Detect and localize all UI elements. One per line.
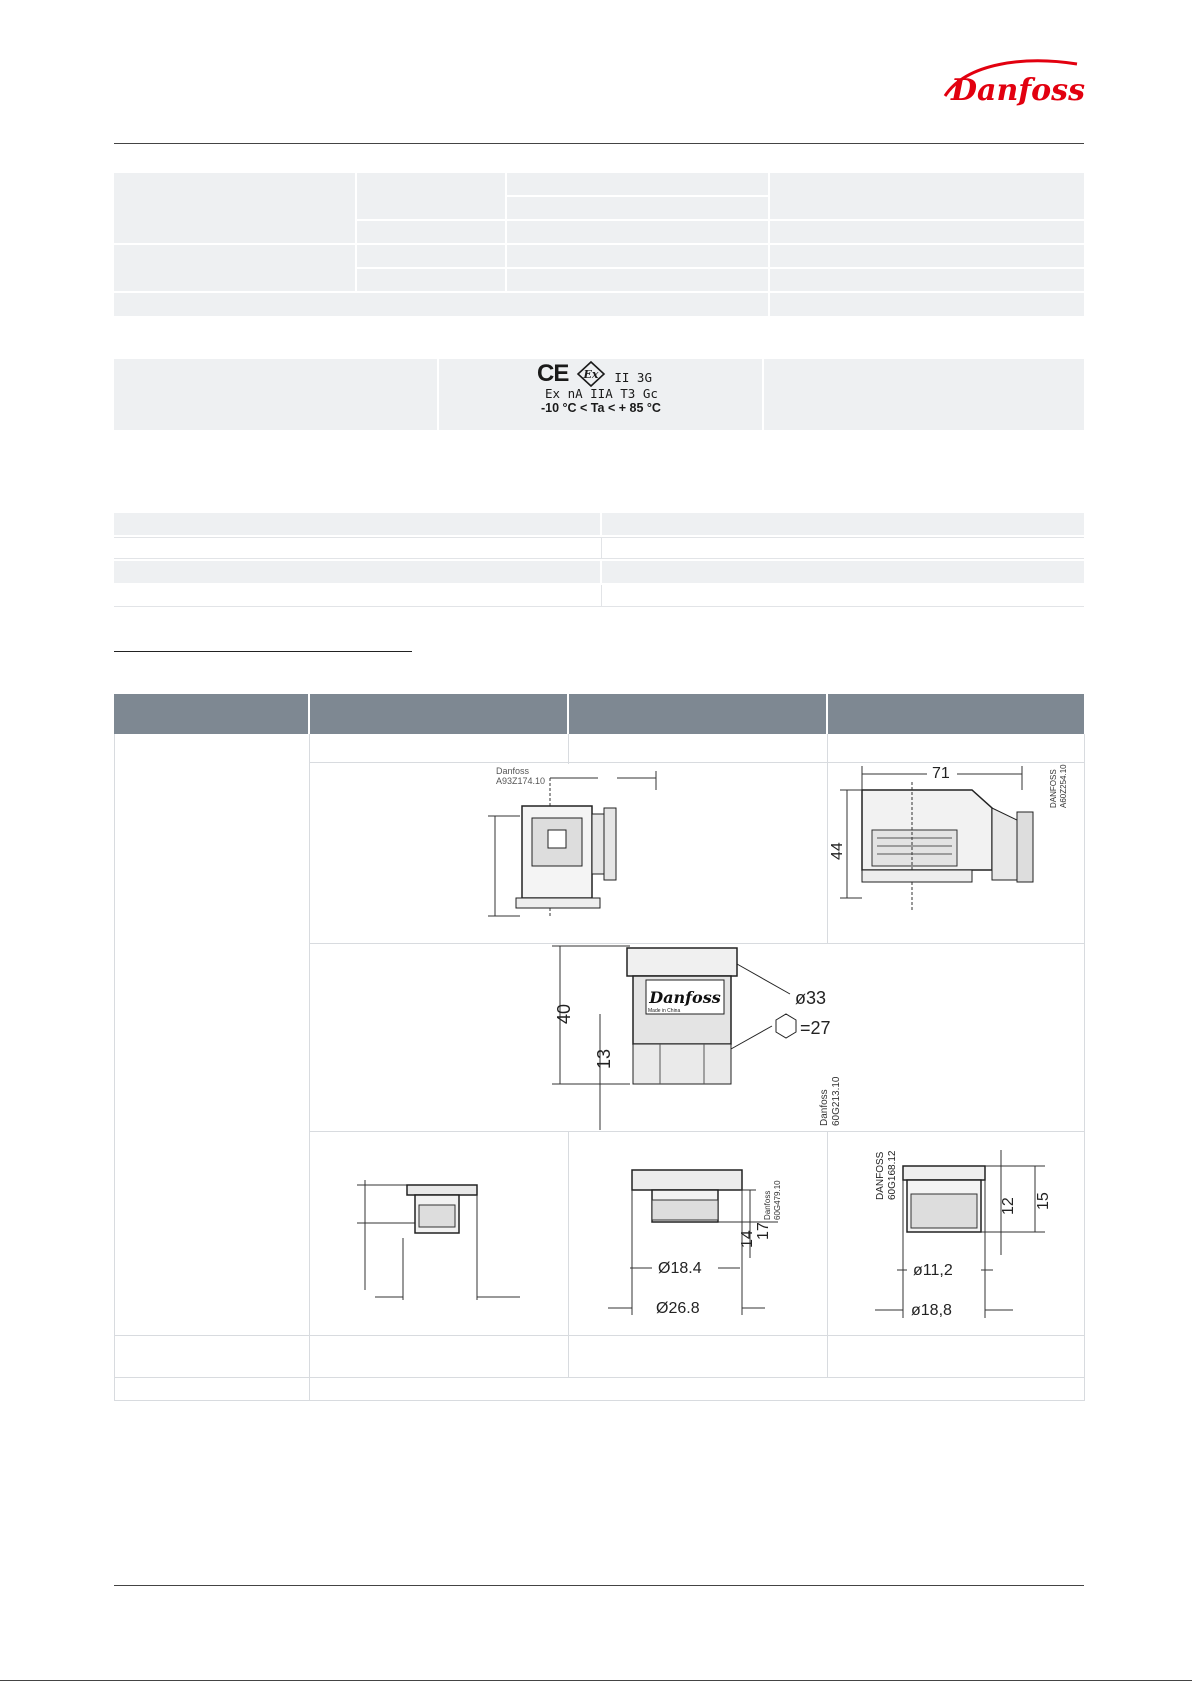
svg-text:A93Z174.10: A93Z174.10 bbox=[496, 776, 546, 786]
footer-rule bbox=[114, 1585, 1084, 1586]
svg-text:Danfoss: Danfoss bbox=[763, 1190, 772, 1220]
svg-text:13: 13 bbox=[594, 1048, 614, 1069]
ex-hexagon-icon bbox=[576, 361, 606, 387]
adapter-drawing bbox=[600, 1140, 800, 1325]
svg-text:A60Z254.10: A60Z254.10 bbox=[1059, 764, 1068, 808]
svg-text:DANFOSS: DANFOSS bbox=[875, 1151, 886, 1200]
blind-plug-drawing bbox=[355, 1140, 535, 1320]
page-bottom-rule bbox=[0, 1680, 1192, 1681]
svg-text:Made in China: Made in China bbox=[648, 1008, 681, 1014]
header-rule bbox=[114, 143, 1084, 144]
svg-text:ø33: ø33 bbox=[795, 988, 827, 1008]
svg-text:14: 14 bbox=[739, 1230, 756, 1248]
svg-text:Danfoss: Danfoss bbox=[819, 1089, 830, 1126]
svg-text:Ø26.8: Ø26.8 bbox=[656, 1300, 700, 1317]
ce-mark: CE bbox=[537, 360, 569, 387]
svg-text:=27: =27 bbox=[800, 1018, 831, 1038]
svg-text:ø11,2: ø11,2 bbox=[913, 1262, 953, 1279]
svg-text:17: 17 bbox=[755, 1222, 772, 1240]
svg-text:15: 15 bbox=[1035, 1192, 1052, 1210]
svg-text:Danfoss: Danfoss bbox=[496, 766, 530, 776]
svg-text:60G168.12: 60G168.12 bbox=[887, 1150, 898, 1200]
gasket-plug-drawing bbox=[845, 1140, 1075, 1325]
svg-text:12: 12 bbox=[1000, 1197, 1017, 1215]
connector-front-drawing bbox=[480, 766, 660, 931]
equipment-group: II 3G bbox=[614, 370, 652, 385]
certification-marking bbox=[537, 361, 697, 415]
svg-text:71: 71 bbox=[932, 765, 950, 782]
svg-text:44: 44 bbox=[829, 842, 846, 860]
svg-text:40: 40 bbox=[554, 1003, 574, 1024]
danfoss-logo bbox=[937, 56, 1085, 112]
connector-side-drawing bbox=[829, 760, 1082, 938]
protection-cap-drawing bbox=[540, 944, 880, 1130]
svg-text:DANFOSS: DANFOSS bbox=[1049, 769, 1058, 808]
svg-text:Ø18.4: Ø18.4 bbox=[658, 1260, 702, 1277]
svg-text:ø18,8: ø18,8 bbox=[911, 1302, 952, 1319]
logo-text: Danfoss bbox=[951, 73, 1085, 108]
svg-text:Danfoss: Danfoss bbox=[649, 988, 721, 1007]
svg-text:60G479.10: 60G479.10 bbox=[773, 1180, 782, 1220]
protection-code: Ex nA IIA T3 Gc bbox=[545, 386, 658, 401]
svg-text:60G213.10: 60G213.10 bbox=[831, 1076, 842, 1126]
ambient-temperature: -10 °C < Ta < + 85 °C bbox=[541, 401, 661, 415]
section-heading-underline bbox=[114, 651, 412, 652]
svg-text:Ex: Ex bbox=[583, 368, 599, 381]
